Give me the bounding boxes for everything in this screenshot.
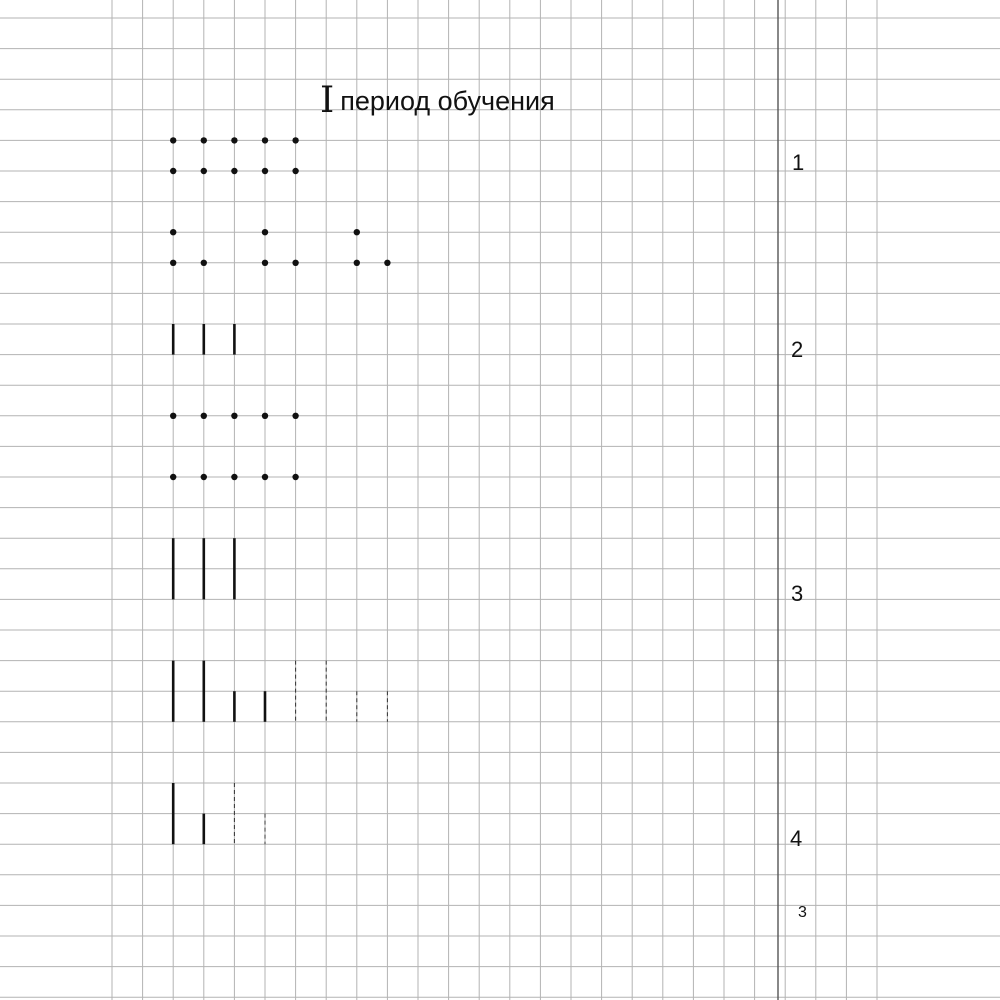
margin-number-3: 3 <box>791 581 804 606</box>
dot <box>201 137 207 143</box>
title-roman-numeral: I <box>320 80 335 121</box>
margin-number-1: 1 <box>792 150 805 175</box>
dot <box>201 474 207 480</box>
dot <box>262 260 268 266</box>
dot <box>384 260 390 266</box>
dot <box>292 474 298 480</box>
title-text: период обучения <box>340 86 555 116</box>
dot <box>231 413 237 419</box>
margin-number-2: 2 <box>791 337 804 362</box>
dot <box>292 137 298 143</box>
dot <box>170 413 176 419</box>
dot <box>170 137 176 143</box>
dot <box>231 137 237 143</box>
dot <box>354 260 360 266</box>
dot <box>262 413 268 419</box>
dot <box>170 260 176 266</box>
dot <box>170 168 176 174</box>
dot <box>201 260 207 266</box>
page-title <box>320 78 555 119</box>
exercise-marks <box>170 137 391 844</box>
dot <box>201 168 207 174</box>
dot <box>292 168 298 174</box>
dot <box>170 229 176 235</box>
page-number: 3 <box>798 904 807 921</box>
dot <box>262 474 268 480</box>
dot <box>170 474 176 480</box>
dot <box>262 137 268 143</box>
dot <box>201 413 207 419</box>
dot <box>292 260 298 266</box>
dot <box>231 168 237 174</box>
dot <box>292 413 298 419</box>
dot <box>354 229 360 235</box>
dot <box>262 168 268 174</box>
dot <box>231 474 237 480</box>
margin-number-4: 4 <box>790 826 803 851</box>
dot <box>262 229 268 235</box>
